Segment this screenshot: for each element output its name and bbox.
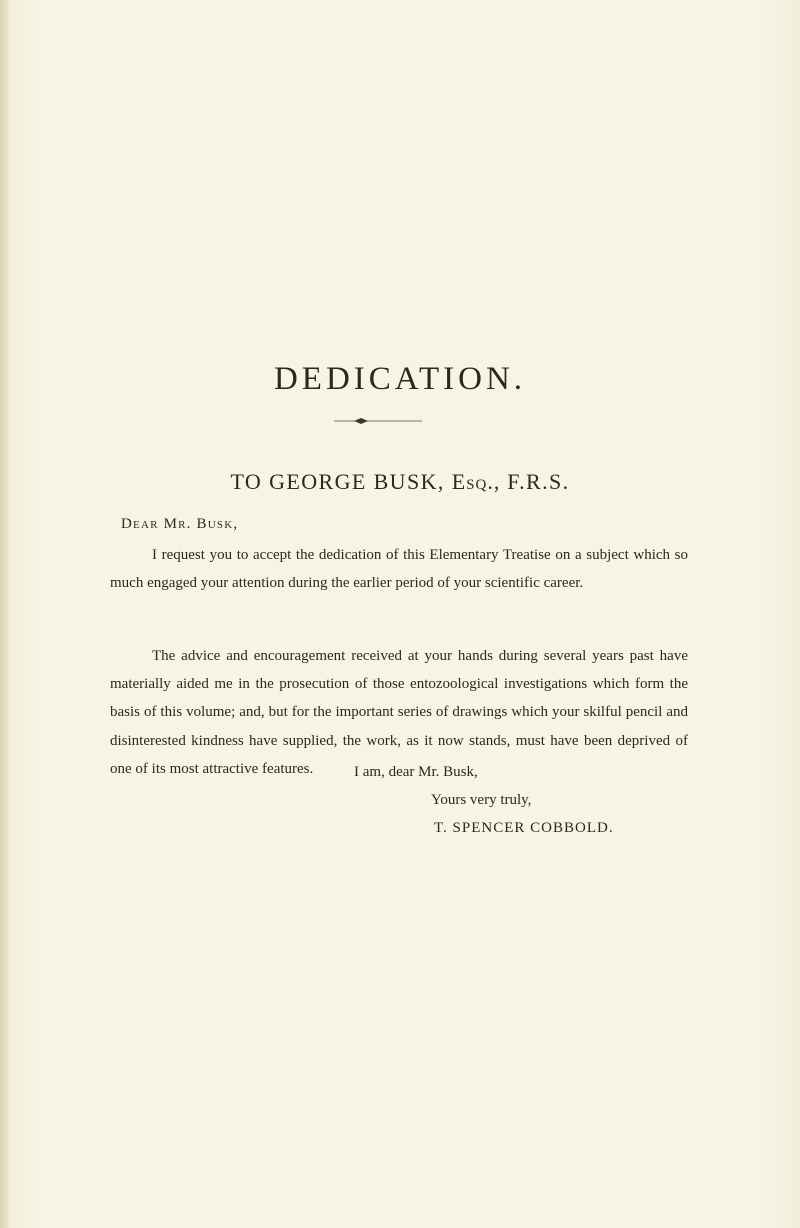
closing-line-2: Yours very truly,	[431, 792, 532, 808]
closing-line-1: I am, dear Mr. Busk,	[354, 764, 478, 780]
dedicatee-line	[0, 468, 800, 496]
binding-edge	[0, 0, 10, 1228]
page-title: DEDICATION.	[273, 361, 527, 397]
divider-ornament	[334, 416, 422, 426]
paragraph-1: I request you to accept the dedication of this Elementary Treatise on a subject which so much engaged your attention during the earlier period of your scientific career.	[110, 547, 688, 592]
dedicatee-frs: F.R.S.	[507, 469, 570, 494]
salutation: Dear Mr. Busk,	[121, 516, 239, 532]
dedicatee-esq: Esq.,	[451, 469, 501, 494]
dedicatee-to: TO	[230, 469, 263, 494]
signature: T. SPENCER COBBOLD.	[434, 820, 614, 836]
paragraph-2: The advice and encouragement received at your hands during several years past have materially aided me in the prosecution of those entozoological investigations which form the basis of this volume; and, but for the important series of drawings which your skilful pencil and disinterested kindness have supplied, the work, as it now stands, must have been deprived of one of its most attractive features.	[110, 648, 688, 777]
dedicatee-name: GEORGE BUSK,	[269, 469, 445, 494]
